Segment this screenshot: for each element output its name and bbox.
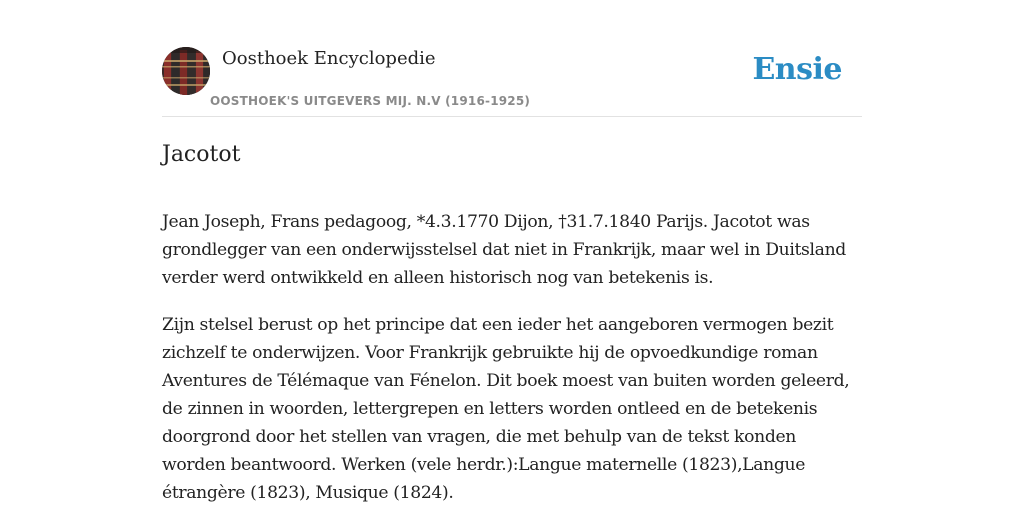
article-title: Jacotot	[162, 142, 241, 167]
brand-logo[interactable]: Ensie	[752, 52, 842, 87]
site-name[interactable]: Oosthoek Encyclopedie	[222, 48, 436, 69]
publisher-label: OOSTHOEK'S UITGEVERS MIJ. N.V (1916-1925)	[210, 94, 531, 108]
article	[162, 140, 862, 507]
book-spines-icon[interactable]	[162, 47, 210, 95]
article-paragraph: Zijn stelsel berust op het principe dat een ieder het aangeboren vermogen bezit zichzelf te onderwijzen. Voor Frankrijk gebruikte hij de opvoedkundige roman Aventures de Télémaque van Fénelon. Dit boek moest van buiten worden geleerd, de zinnen in woorden, lettergrepen en letters worden ontleed en de betekenis doorgrond door het stellen van vragen, die met behulp van de tekst konden worden beantwoord. Werken (vele herdr.):Langue maternelle (1823),Langue étrangère (1823), Musique (1824).	[162, 315, 850, 503]
article-paragraph: Jean Joseph, Frans pedagoog, *4.3.1770 Dijon, †31.7.1840 Parijs. Jacotot was grondlegger van een onderwijsstelsel dat niet in Frankrijk, maar wel in Duitsland verder werd ontwikkeld en alleen historisch nog van betekenis is.	[162, 212, 846, 288]
site-header	[162, 0, 862, 117]
